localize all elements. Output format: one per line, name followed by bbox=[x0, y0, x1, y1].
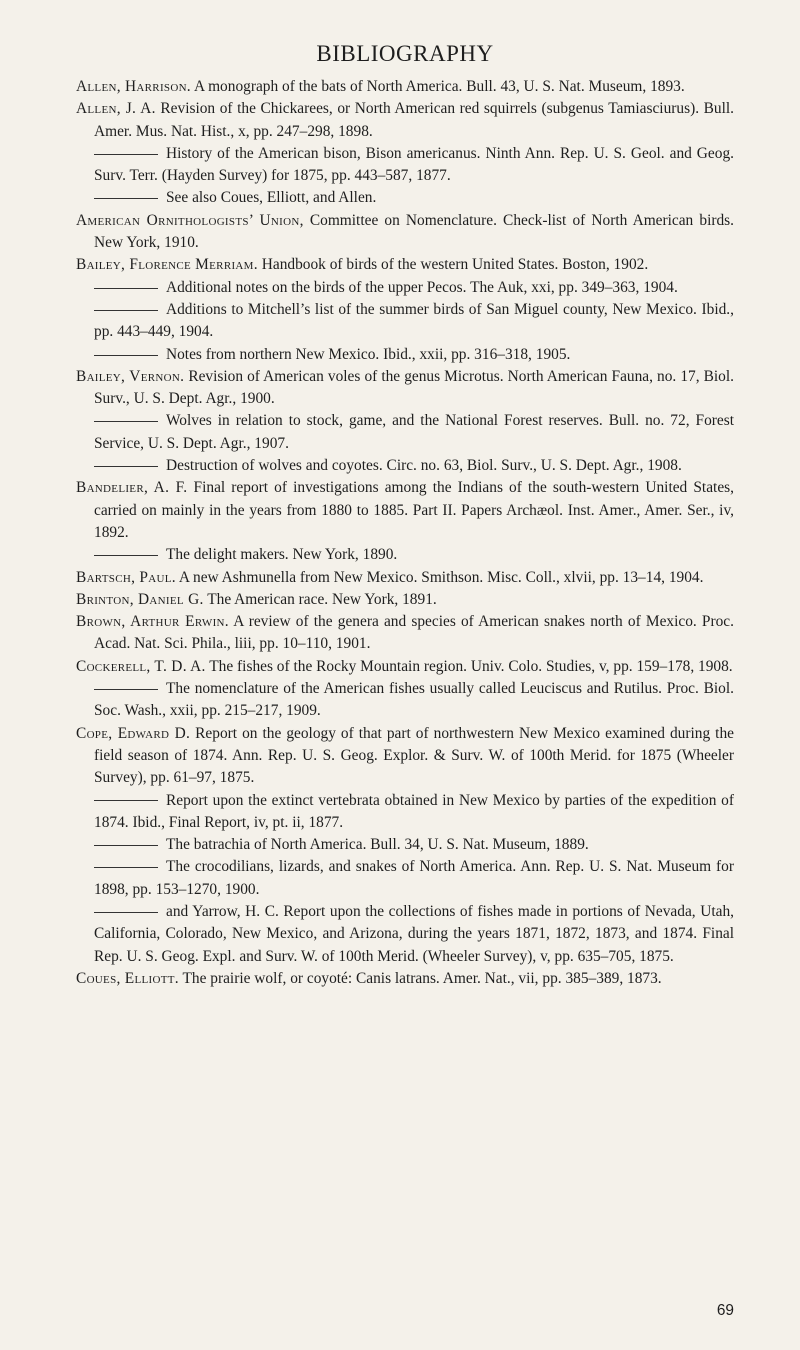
ditto-dash bbox=[94, 198, 158, 199]
entry-text: The fishes of the Rocky Mountain region. Univ. Colo. Studies, v, pp. 159–178, 1908. bbox=[209, 657, 733, 675]
entry-text: Report on the geology of that part of northwestern New Mexico examined during the field season of 1874. Ann. Rep. U. S. Geog. Explor. & Surv. W. of 100th Merid. for 1875 (Wheeler Survey), pp. 61–97, 1875. bbox=[94, 724, 734, 787]
bibliography-entry bbox=[76, 544, 734, 566]
bibliography-entry bbox=[76, 656, 734, 678]
entry-author: Allen, J. A. bbox=[76, 100, 156, 118]
entry-author: American Ornithologists’ Union, bbox=[76, 211, 304, 229]
entry-author: Cope, Edward D. bbox=[76, 724, 191, 742]
entry-text: The delight makers. New York, 1890. bbox=[166, 546, 398, 564]
entry-author: Cockerell, T. D. A. bbox=[76, 657, 206, 675]
entry-text: The crocodilians, lizards, and snakes of North America. Ann. Rep. U. S. Nat. Museum for 1898, pp. 153–1270, 1900. bbox=[94, 858, 734, 898]
entry-text: Revision of American voles of the genus Microtus. North American Fauna, no. 17, Biol. Surv., U. S. Dept. Agr., 1900. bbox=[94, 367, 735, 408]
entry-text: Additional notes on the birds of the upper Pecos. The Auk, xxi, pp. 349–363, 1904. bbox=[166, 278, 678, 296]
bibliography-entry bbox=[76, 567, 734, 589]
entry-author: Allen, Harrison. bbox=[76, 78, 191, 95]
bibliography-entry bbox=[76, 299, 734, 344]
entry-text: Final report of investigations among the Indians of the south-western United States, carried on mainly in the years from 1880 to 1885. Part II. Papers Archæol. Inst. Amer., Amer. Ser., iv, 1892. bbox=[94, 479, 734, 541]
entry-text: Report upon the extinct vertebrata obtained in New Mexico by parties of the expedition of 1874. Ibid., Final Report, iv, pt. ii, 1877. bbox=[94, 791, 734, 831]
bibliography-entry bbox=[76, 344, 734, 366]
entry-author: Bailey, Florence Merriam. bbox=[76, 256, 258, 274]
bibliography-entry bbox=[76, 477, 734, 544]
bibliography-list bbox=[76, 76, 734, 990]
entry-text: The nomenclature of the American fishes usually called Leuciscus and Rutilus. Proc. Biol. Soc. Wash., xxii, pp. 215–217, 1909. bbox=[94, 680, 734, 720]
bibliography-entry bbox=[76, 455, 734, 477]
bibliography-entry bbox=[76, 790, 734, 835]
bibliography-entry bbox=[76, 968, 734, 990]
ditto-dash bbox=[94, 867, 158, 868]
entry-text: The American race. New York, 1891. bbox=[207, 590, 437, 608]
ditto-dash bbox=[94, 355, 158, 356]
entry-text: A new Ashmunella from New Mexico. Smithson. Misc. Coll., xlvii, pp. 13–14, 1904. bbox=[178, 568, 704, 586]
bibliography-entry bbox=[76, 98, 734, 143]
ditto-dash bbox=[94, 466, 158, 467]
entry-text: History of the American bison, Bison americanus. Ninth Ann. Rep. U. S. Geol. and Geog. Surv. Terr. (Hayden Survey) for 1875, pp. 443–587, 1877. bbox=[94, 144, 734, 185]
bibliography-entry bbox=[76, 277, 734, 299]
entry-author: Bailey, Vernon. bbox=[76, 367, 185, 385]
bibliography-entry bbox=[76, 410, 734, 455]
ditto-dash bbox=[94, 845, 158, 846]
entry-text: Handbook of birds of the western United States. Boston, 1902. bbox=[261, 256, 649, 274]
bibliography-entry bbox=[76, 210, 734, 255]
entry-text: Additions to Mitchell’s list of the summer birds of San Miguel county, New Mexico. Ibid., pp. 443–449, 1904. bbox=[94, 300, 734, 341]
bibliography-entry bbox=[76, 366, 734, 411]
entry-text: Notes from northern New Mexico. Ibid., xxii, pp. 316–318, 1905. bbox=[166, 345, 571, 363]
entry-text: Committee on Nomenclature. Check-list of North American birds. New York, 1910. bbox=[94, 211, 735, 252]
bibliography-entry bbox=[76, 856, 734, 901]
bibliography-entry bbox=[76, 76, 734, 98]
bibliography-entry bbox=[76, 901, 734, 968]
entry-text: Destruction of wolves and coyotes. Circ. no. 63, Biol. Surv., U. S. Dept. Agr., 1908. bbox=[166, 457, 682, 475]
page-number: 69 bbox=[716, 1302, 734, 1319]
ditto-dash bbox=[94, 689, 158, 690]
entry-text: Wolves in relation to stock, game, and the National Forest reserves. Bull. no. 72, Forest Service, U. S. Dept. Agr., 1907. bbox=[94, 412, 734, 452]
ditto-dash bbox=[94, 421, 158, 422]
bibliography-entry bbox=[76, 187, 734, 209]
entry-author: Bartsch, Paul. bbox=[76, 568, 176, 586]
page-title: BIBLIOGRAPHY bbox=[316, 41, 494, 66]
ditto-dash bbox=[94, 800, 158, 801]
ditto-dash bbox=[94, 912, 158, 913]
bibliography-entry bbox=[76, 254, 734, 276]
entry-text: The batrachia of North America. Bull. 34, U. S. Nat. Museum, 1889. bbox=[166, 836, 589, 854]
entry-author: Coues, Elliott. bbox=[76, 969, 179, 987]
entry-text: A monograph of the bats of North America. Bull. 43, U. S. Nat. Museum, 1893. bbox=[193, 78, 685, 95]
ditto-dash bbox=[94, 555, 158, 556]
entry-text: A review of the genera and species of American snakes north of Mexico. Proc. Acad. Nat. Sci. Phila., liii, pp. 10–110, 1901. bbox=[94, 613, 734, 653]
bibliography-entry bbox=[76, 589, 734, 611]
entry-author: Brown, Arthur Erwin. bbox=[76, 613, 229, 631]
entry-author: Brinton, Daniel G. bbox=[76, 590, 204, 608]
ditto-dash bbox=[94, 310, 158, 311]
entry-text: and Yarrow, H. C. Report upon the collections of fishes made in portions of Nevada, Utah, California, Colorado, New Mexico, and Arizona, during the years 1871, 1872, 1873, and 1874. Final Rep. U. S. Geog. Expl. and Surv. W. of 100th Merid. (Wheeler Survey), v, pp. 635–705, 1875. bbox=[94, 902, 734, 965]
bibliography-entry bbox=[76, 723, 734, 790]
entry-author: Bandelier, A. F. bbox=[76, 479, 188, 497]
bibliography-entry bbox=[76, 834, 734, 856]
bibliography-entry bbox=[76, 678, 734, 723]
entry-text: The prairie wolf, or coyoté: Canis latrans. Amer. Nat., vii, pp. 385–389, 1873. bbox=[182, 969, 662, 987]
ditto-dash bbox=[94, 288, 158, 289]
bibliography-entry bbox=[76, 143, 734, 188]
entry-text: See also Coues, Elliott, and Allen. bbox=[166, 189, 377, 207]
bibliography-entry bbox=[76, 611, 734, 656]
ditto-dash bbox=[94, 154, 158, 155]
entry-text: Revision of the Chickarees, or North American red squirrels (subgenus Tamiasciurus). Bull. Amer. Mus. Nat. Hist., x, pp. 247–298, 1898. bbox=[94, 100, 734, 140]
